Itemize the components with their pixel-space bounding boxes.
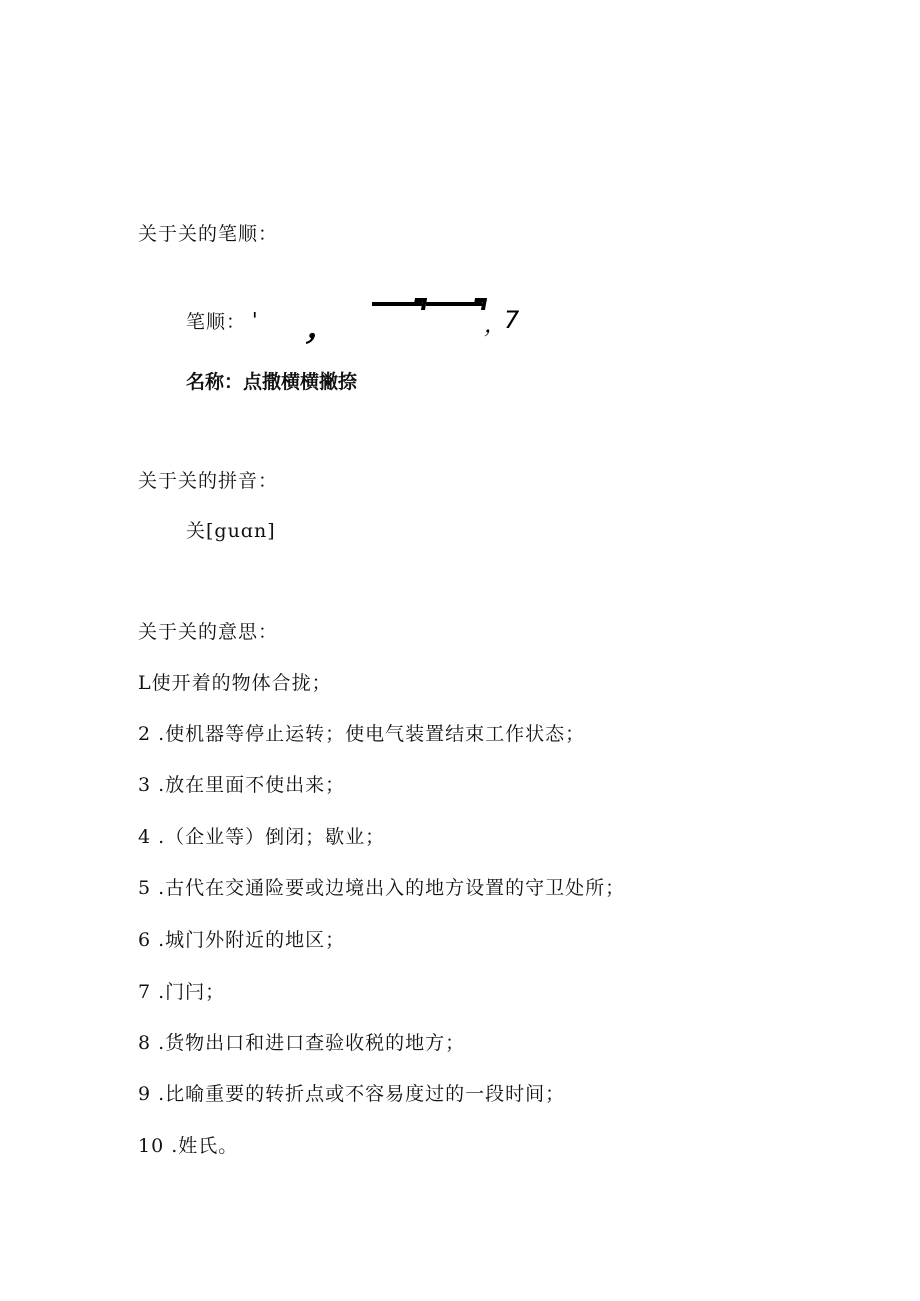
meaning-item: 10 .姓氏。: [138, 1135, 239, 1157]
stroke-names-value: 点撒横横撇捺: [243, 371, 358, 393]
stroke-order-label: 笔顺：: [186, 311, 247, 333]
heng-stroke-1-end: [413, 298, 427, 310]
meaning-item: 7 .门闩；: [138, 981, 226, 1003]
pinyin-heading: 关于关的拼音：: [138, 470, 279, 492]
na-stroke-glyph: 7: [504, 306, 520, 334]
pie-stroke-glyph-2: ，: [484, 313, 507, 338]
meaning-item: L使开着的物体合拢；: [138, 672, 332, 694]
stroke-names: [186, 370, 357, 394]
meaning-item: 2 .使机器等停止运转；使电气装置结束工作状态；: [138, 723, 586, 745]
meaning-item: 5 .古代在交通险要或边境出入的地方设置的守卫处所；: [138, 877, 626, 899]
stroke-names-label: 名称：: [186, 371, 244, 393]
meaning-item: 3 .放在里面不使出来；: [138, 774, 346, 796]
meaning-heading: 关于关的意思：: [138, 621, 279, 643]
meaning-item: 9 .比喻重要的转折点或不容易度过的一段时间；: [138, 1083, 566, 1105]
stroke-order-heading: 关于关的笔顺：: [138, 223, 279, 245]
pinyin-line: 关[guɑn]: [186, 520, 276, 542]
meaning-item: 4 .（企业等）倒闭；歇业；: [138, 826, 386, 848]
dot-stroke-glyph: ': [252, 308, 258, 332]
pie-stroke-glyph: ，: [304, 305, 345, 351]
meaning-item: 6 .城门外附近的地区；: [138, 929, 346, 951]
meaning-item: 8 .货物出口和进口查验收税的地方；: [138, 1032, 466, 1054]
stroke-order-row: [186, 296, 546, 351]
